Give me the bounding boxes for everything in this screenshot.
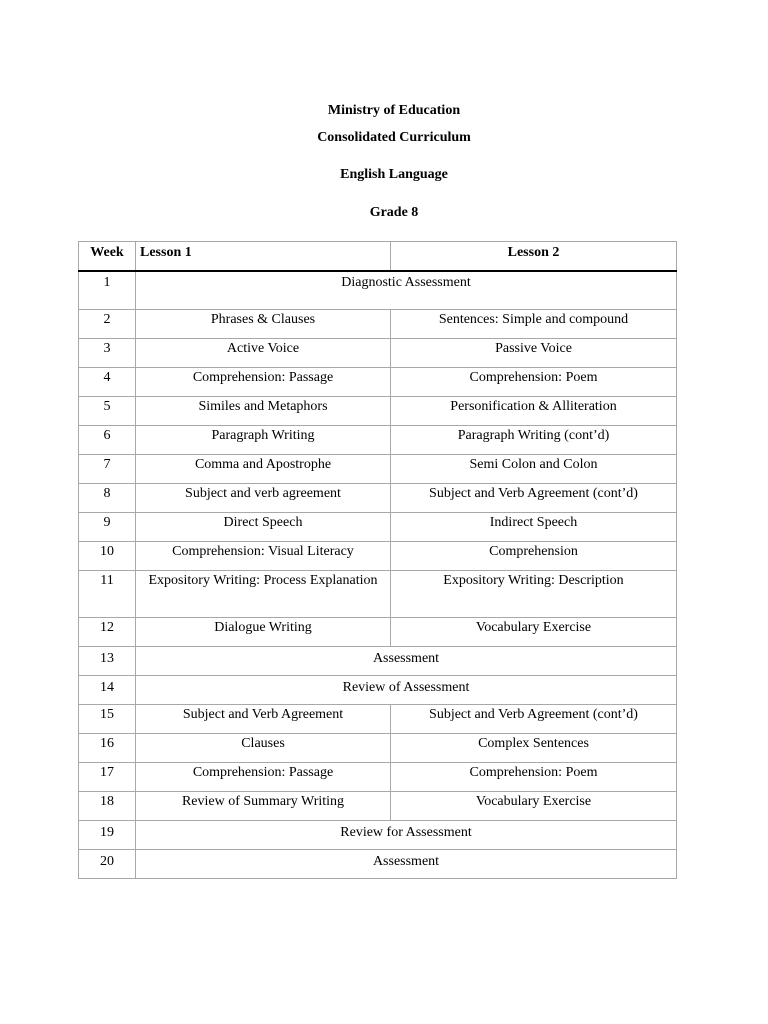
table-row [79, 271, 677, 310]
week-cell: 16 [79, 734, 136, 763]
week-cell: 14 [79, 676, 136, 705]
lesson-1-cell: Direct Speech [136, 513, 391, 542]
table-row [79, 734, 677, 763]
week-cell: 4 [79, 368, 136, 397]
week-cell: 1 [79, 271, 136, 310]
lesson-2-cell: Personification & Alliteration [391, 397, 677, 426]
span-cell: Diagnostic Assessment [136, 271, 677, 310]
table-row [79, 676, 677, 705]
week-cell: 8 [79, 484, 136, 513]
lesson-1-cell: Subject and Verb Agreement [136, 705, 391, 734]
table-row [79, 792, 677, 821]
lesson-1-cell: Active Voice [136, 339, 391, 368]
week-cell: 19 [79, 821, 136, 850]
span-cell: Assessment [136, 647, 677, 676]
week-cell: 7 [79, 455, 136, 484]
curriculum-table [78, 241, 677, 879]
table-row [79, 484, 677, 513]
lesson-1-cell: Comprehension: Passage [136, 763, 391, 792]
lesson-1-cell: Subject and verb agreement [136, 484, 391, 513]
subject-heading: English Language [340, 167, 448, 182]
week-cell: 11 [79, 571, 136, 618]
lesson-1-cell: Comprehension: Passage [136, 368, 391, 397]
grade-heading: Grade 8 [369, 205, 419, 220]
lesson-1-cell: Dialogue Writing [136, 618, 391, 647]
lesson-2-cell: Comprehension: Poem [391, 368, 677, 397]
week-cell: 10 [79, 542, 136, 571]
span-cell: Assessment [136, 850, 677, 879]
week-cell: 2 [79, 310, 136, 339]
column-header-lesson-2: Lesson 2 [391, 242, 677, 271]
week-cell: 17 [79, 763, 136, 792]
table-row [79, 513, 677, 542]
lesson-2-cell: Semi Colon and Colon [391, 455, 677, 484]
table-row [79, 310, 677, 339]
lesson-2-cell: Passive Voice [391, 339, 677, 368]
lesson-2-cell: Indirect Speech [391, 513, 677, 542]
week-cell: 3 [79, 339, 136, 368]
lesson-2-cell: Subject and Verb Agreement (cont’d) [391, 705, 677, 734]
lesson-2-cell: Complex Sentences [391, 734, 677, 763]
table-row [79, 763, 677, 792]
lesson-2-cell: Paragraph Writing (cont’d) [391, 426, 677, 455]
week-cell: 13 [79, 647, 136, 676]
table-row [79, 571, 677, 618]
table-row [79, 455, 677, 484]
week-cell: 6 [79, 426, 136, 455]
lesson-1-cell: Similes and Metaphors [136, 397, 391, 426]
span-cell: Review of Assessment [136, 676, 677, 705]
week-cell: 12 [79, 618, 136, 647]
week-cell: 18 [79, 792, 136, 821]
lesson-2-cell: Comprehension: Poem [391, 763, 677, 792]
table-row [79, 821, 677, 850]
lesson-1-cell: Paragraph Writing [136, 426, 391, 455]
lesson-2-cell: Subject and Verb Agreement (cont’d) [391, 484, 677, 513]
lesson-1-cell: Comprehension: Visual Literacy [136, 542, 391, 571]
lesson-1-cell: Phrases & Clauses [136, 310, 391, 339]
lesson-2-cell: Expository Writing: Description [391, 571, 677, 618]
table-row [79, 850, 677, 879]
week-cell: 20 [79, 850, 136, 879]
week-cell: 5 [79, 397, 136, 426]
lesson-1-cell: Expository Writing: Process Explanation [136, 571, 391, 618]
table-row [79, 542, 677, 571]
table-row [79, 647, 677, 676]
lesson-2-cell: Vocabulary Exercise [391, 792, 677, 821]
column-header-week: Week [79, 242, 136, 271]
span-cell: Review for Assessment [136, 821, 677, 850]
ministry-heading: Ministry of Education [327, 103, 461, 118]
lesson-2-cell: Sentences: Simple and compound [391, 310, 677, 339]
curriculum-heading: Consolidated Curriculum [317, 130, 471, 145]
week-cell: 9 [79, 513, 136, 542]
table-row [79, 339, 677, 368]
lesson-1-cell: Clauses [136, 734, 391, 763]
lesson-2-cell: Vocabulary Exercise [391, 618, 677, 647]
table-header-row [79, 242, 677, 271]
week-cell: 15 [79, 705, 136, 734]
table-row [79, 397, 677, 426]
table-row [79, 426, 677, 455]
lesson-1-cell: Comma and Apostrophe [136, 455, 391, 484]
lesson-1-cell: Review of Summary Writing [136, 792, 391, 821]
table-row [79, 368, 677, 397]
column-header-lesson-1: Lesson 1 [136, 242, 391, 271]
table-row [79, 705, 677, 734]
lesson-2-cell: Comprehension [391, 542, 677, 571]
table-row [79, 618, 677, 647]
